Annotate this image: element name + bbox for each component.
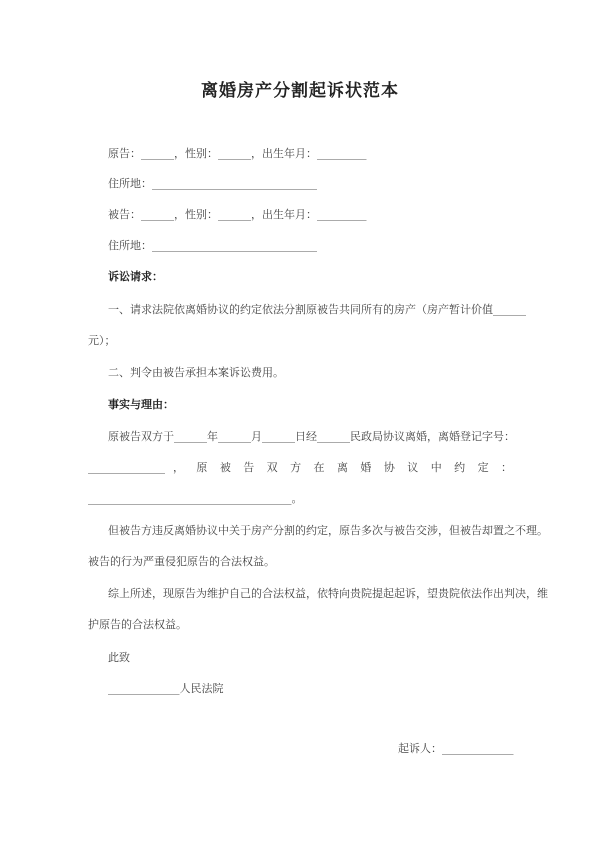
facts-paragraph-1-line-1: 原被告双方于______年______月______日经______民政局协议离婚，离婚登记字号：	[108, 430, 515, 443]
court-name: _____________人民法院	[108, 682, 224, 695]
plaintiff-address: 住所地：______________________________	[108, 177, 317, 190]
claim-1-line-1: 一、请求法院依离婚协议的约定依法分割原被告共同所有的房产（房产暂计价值______	[108, 303, 526, 316]
closing-salutation: 此致	[108, 651, 130, 664]
facts-paragraph-1-line-3: _____________________________________。	[88, 492, 303, 505]
claim-1-line-2: 元）；	[88, 334, 116, 347]
facts-paragraph-1-line-2: ______________ ， 原 被 告 双 方 在 离 婚 协 议 中 约 定 ：	[88, 461, 512, 474]
document-title: 离婚房产分割起诉状范本	[201, 81, 399, 101]
facts-heading: 事实与理由：	[108, 398, 174, 411]
facts-paragraph-2-line-1: 但被告方违反离婚协议中关于房产分割的约定，原告多次与被告交涉，但被告却置之不理。	[108, 524, 548, 537]
defendant-address: 住所地：______________________________	[108, 239, 317, 252]
facts-paragraph-2-line-2: 被告的行为严重侵犯原告的合法权益。	[88, 555, 275, 568]
claims-heading: 诉讼请求：	[108, 270, 163, 283]
defendant-info: 被告：______，性别：______，出生年月：_________	[108, 208, 367, 221]
plaintiff-signature: 起诉人：_____________	[398, 742, 514, 755]
facts-paragraph-3-line-2: 护原告的合法权益。	[88, 618, 187, 631]
plaintiff-info: 原告：______，性别：______，出生年月：_________	[108, 147, 367, 160]
claim-2: 二、判令由被告承担本案诉讼费用。	[108, 366, 284, 379]
facts-paragraph-3-line-1: 综上所述，现原告为维护自己的合法权益，依特向贵院提起起诉，望贵院依法作出判决，维	[108, 587, 548, 600]
